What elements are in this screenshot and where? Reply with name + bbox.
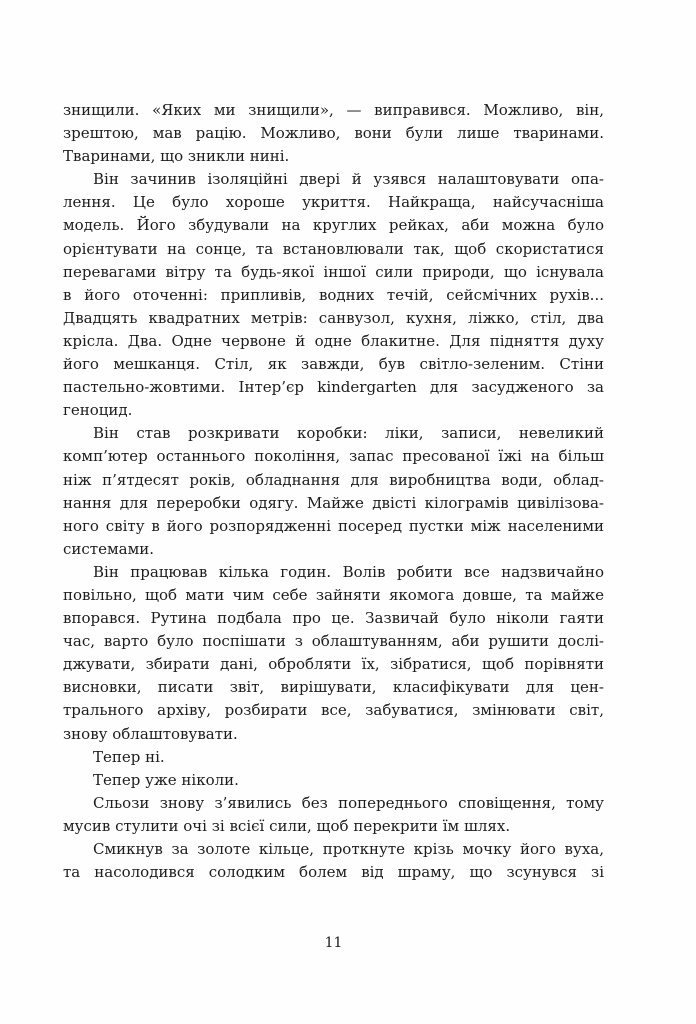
text-line: системами. <box>63 539 155 558</box>
paragraph <box>63 769 604 792</box>
paragraph <box>63 746 604 769</box>
text-line: Тваринами, що зникли нині. <box>63 147 290 166</box>
text-line: ного світу в його розпорядженні посеред пустки між населеними <box>63 516 604 535</box>
text-line: його мешканця. Стіл, як завжди, був світло-зеленим. Стіни <box>63 355 604 374</box>
text-line: лення. Це було хороше укриття. Найкраща, найсучасніша <box>63 193 604 212</box>
paragraph <box>63 422 604 561</box>
text-line: Двадцять квадратних метрів: санвузол, кухня, ліжко, стіл, два <box>63 308 604 327</box>
text-line: Тепер уже ніколи. <box>93 770 239 789</box>
text-line: геноцид. <box>63 401 133 420</box>
text-line: трального архіву, розбирати все, забуватися, змінювати світ, <box>63 701 604 720</box>
text-line: крісла. Два. Одне червоне й одне блакитне. Для підняття духу <box>63 331 604 350</box>
text-line: комп’ютер останнього покоління, запас пресованої їжі на більш <box>63 447 604 466</box>
text-line: повільно, щоб мати чим себе зайняти якомога довше, та майже <box>63 585 604 604</box>
paragraph <box>63 838 604 884</box>
text-line: знищили. «Яких ми знищили», — виправився. Можливо, він, <box>63 101 604 119</box>
page-number: 11 <box>324 935 343 951</box>
text-line: мусив стулити очі зі всієї сили, щоб перекрити їм шлях. <box>63 816 511 835</box>
text-line: знову облаштовувати. <box>63 724 238 743</box>
text-line: джувати, збирати дані, обробляти їх, зібратися, щоб порівняти <box>63 655 604 674</box>
text-line: час, варто було поспішати з облаштуванням, аби рушити дослі- <box>63 632 604 651</box>
text-line: Тепер ні. <box>93 747 165 766</box>
text-line: Він став розкривати коробки: ліки, записи, невеликий <box>93 424 604 443</box>
text-line: Смикнув за золоте кільце, проткнуте крізь мочку його вуха, <box>93 840 604 858</box>
text-column <box>63 99 604 884</box>
text-line: Він зачинив ізоляційні двері й узявся налаштовувати опа- <box>93 170 604 189</box>
text-line: орієнтувати на сонце, та встановлювали так, щоб скористатися <box>63 239 604 258</box>
text-line: висновки, писати звіт, вирішувати, класифікувати для цен- <box>63 678 604 697</box>
paragraph <box>63 561 604 746</box>
text-line: зрештою, мав рацію. Можливо, вони були лише тваринами. <box>63 124 604 143</box>
text-line: нання для переробки одягу. Майже двісті кілограмів цивілізова- <box>63 493 604 512</box>
text-line: Сльози знову з’явились без попереднього сповіщення, тому <box>93 793 604 812</box>
text-line: та насолодився солодким болем від шраму, що зсунувся зі <box>63 863 604 882</box>
text-line: Він працював кілька годин. Волів робити все надзвичайно <box>93 562 604 581</box>
text-line: перевагами вітру та будь-якої іншої сили природи, що існувала <box>63 262 604 281</box>
paragraph <box>63 168 604 422</box>
text-line: пастельно-жовтими. Інтер’єр kindergarten для засудженого за <box>63 378 604 397</box>
paragraph <box>63 792 604 838</box>
text-line: впорався. Рутина подбала про це. Зазвичай було ніколи гаяти <box>63 609 604 628</box>
text-line: в його оточенні: припливів, водних течій, сейсмічних рухів... <box>63 285 604 304</box>
text-line: ніж п’ятдесят років, обладнання для виробництва води, облад- <box>63 470 604 489</box>
text-line: модель. Його збудували на круглих рейках, аби можна було <box>63 216 604 235</box>
paragraph <box>63 99 604 168</box>
